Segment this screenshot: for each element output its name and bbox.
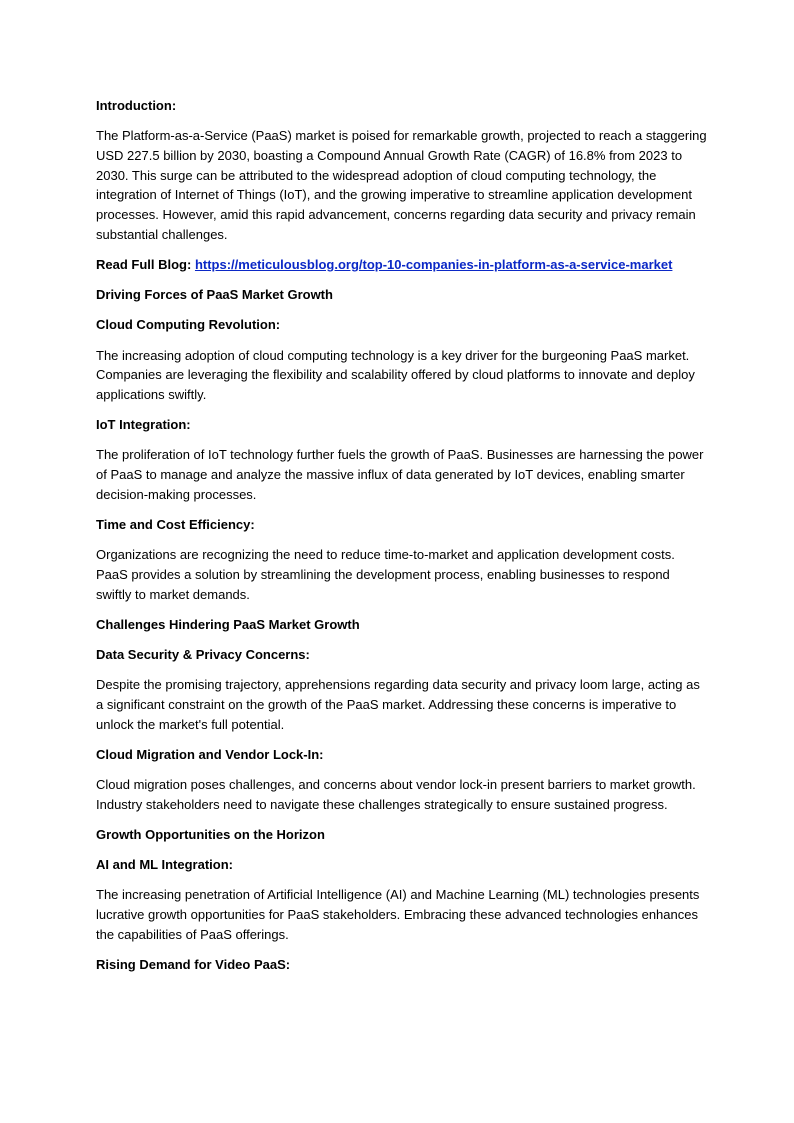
ai-ml-paragraph: The increasing penetration of Artificial Intelligence (AI) and Machine Learning (ML) technologies presents lucrative growth opportunities for PaaS stakeholders. Embracing these advanced technologies enhances the capabilities of PaaS offerings. [96,887,700,942]
driving-forces-heading: Driving Forces of PaaS Market Growth [96,287,333,303]
iot-paragraph: The proliferation of IoT technology further fuels the growth of PaaS. Businesses are harnessing the power of PaaS to manage and analyze the massive influx of data generated by IoT devices, enabling smarter decision-making processes. [96,447,704,502]
data-security-heading: Data Security & Privacy Concerns: [96,646,310,662]
read-full-blog-label: Read Full Blog: [96,256,195,272]
video-paas-heading: Rising Demand for Video PaaS: [96,956,291,972]
challenges-heading: Challenges Hindering PaaS Market Growth [96,616,360,632]
introduction-heading: Introduction: [96,98,177,113]
cloud-computing-paragraph: The increasing adoption of cloud computing technology is a key driver for the burgeoning PaaS market. Companies are leveraging the flexibility and scalability offered by cloud platforms to innovate and deploy applications swiftly. [96,347,695,402]
data-security-paragraph: Despite the promising trajectory, apprehensions regarding data security and privacy loom large, acting as a significant constraint on the growth of the PaaS market. Addressing these concerns is imperative to unlock the market's full potential. [96,677,700,732]
iot-heading: IoT Integration: [96,417,191,433]
cloud-computing-heading: Cloud Computing Revolution: [96,317,281,333]
cloud-migration-paragraph: Cloud migration poses challenges, and concerns about vendor lock-in present barriers to market growth. Industry stakeholders need to navigate these challenges strategically to ensure sustained progress. [96,776,696,812]
read-full-blog-line [96,255,708,275]
time-cost-paragraph: Organizations are recognizing the need to reduce time-to-market and application development costs. PaaS provides a solution by streamlining the development process, enabling businesses to respond swiftly to market demands. [96,547,675,602]
growth-opportunities-heading: Growth Opportunities on the Horizon [96,826,325,842]
introduction-paragraph: The Platform-as-a-Service (PaaS) market is poised for remarkable growth, projected to reach a staggering USD 227.5 billion by 2030, boasting a Compound Annual Growth Rate (CAGR) of 16.8% from 2023 to 2030. This surge can be attributed to the widespread adoption of cloud computing technology, the integration of Internet of Things (IoT), and the growing imperative to streamline application development processes. However, amid this rapid advancement, concerns regarding data security and privacy remain substantial challenges. [96,128,707,242]
time-cost-heading: Time and Cost Efficiency: [96,516,255,532]
ai-ml-heading: AI and ML Integration: [96,857,233,873]
blog-link[interactable]: https://meticulousblog.org/top-10-companies-in-platform-as-a-service-market [194,256,673,272]
document-page [96,96,708,985]
cloud-migration-heading: Cloud Migration and Vendor Lock-In: [96,746,324,762]
